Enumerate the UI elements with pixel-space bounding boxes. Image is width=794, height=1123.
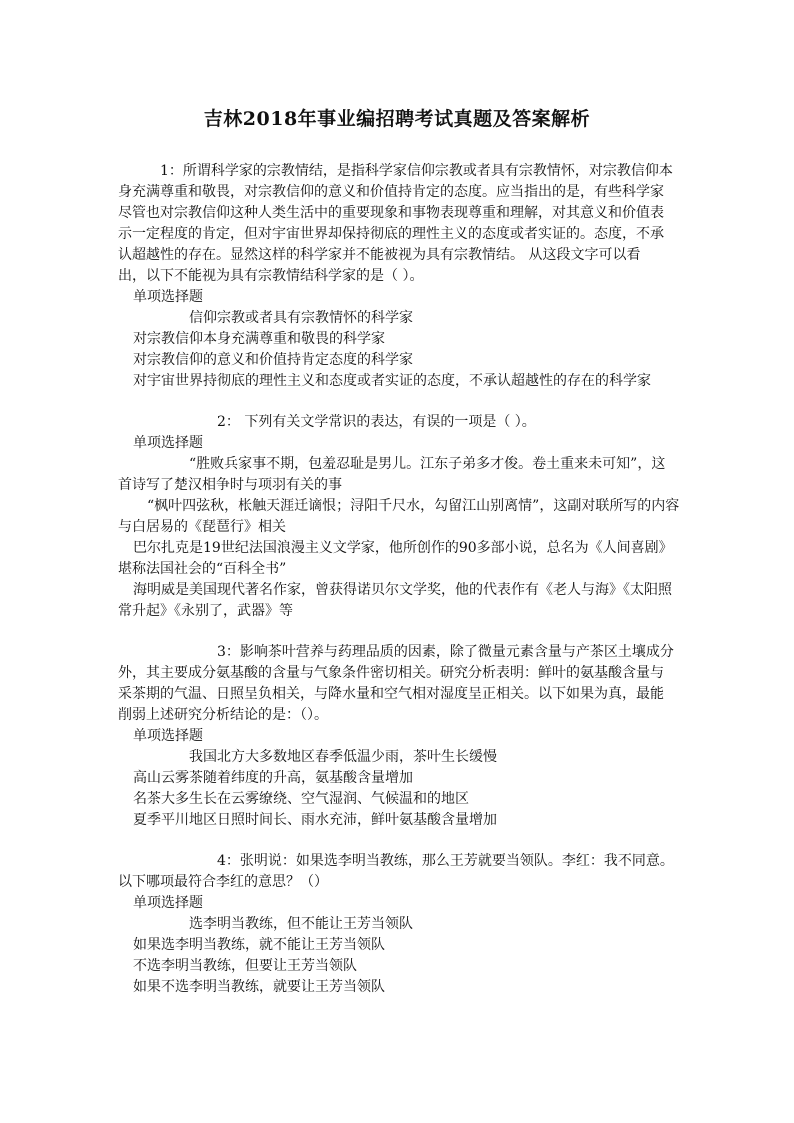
page-title: 吉林2018年事业编招聘考试真题及答案解析 [203, 108, 591, 130]
question-1-text-line: 1：所谓科学家的宗教情结，是指科学家信仰宗教或者具有宗教情怀，对宗教信仰本 [160, 163, 673, 179]
question-1-text-line: 尽管也对宗教信仰这种人类生活中的重要现象和事物表现尊重和理解，对其意义和价值表 [118, 205, 664, 221]
question-3-option-a[interactable]: 我国北方大多数地区春季低温少雨，茶叶生长缓慢 [189, 749, 497, 765]
question-2-option-a-cont: 首诗写了楚汉相争时与项羽有关的事 [118, 477, 342, 493]
question-4-text-line: 以下哪项最符合李红的意思？（） [118, 874, 328, 890]
question-2-option-c-cont: 堪称法国社会的“百科全书” [118, 561, 287, 577]
question-3-option-b[interactable]: 高山云雾茶随着纬度的升高，氨基酸含量增加 [133, 770, 413, 786]
question-1-type-label: 单项选择题 [133, 289, 203, 305]
question-1-text-line: 出，以下不能视为具有宗教情结科学家的是（ ）。 [118, 268, 424, 284]
question-2-option-d-cont: 常升起》《永别了，武器》等 [118, 603, 293, 619]
question-3-option-c[interactable]: 名茶大多生长在云雾缭绕、空气湿润、气候温和的地区 [133, 791, 469, 807]
question-1-option-c[interactable]: 对宗教信仰的意义和价值持肯定态度的科学家 [133, 352, 413, 368]
question-2-option-d[interactable]: 海明威是美国现代著名作家，曾获得诺贝尔文学奖，他的代表作有《老人与海》《太阳照 [133, 582, 672, 598]
question-4-text-line: 4：张明说：如果选李明当教练，那么王芳就要当领队。李红：我不同意。 [217, 853, 674, 869]
question-2-text-line: 2： 下列有关文学常识的表达，有误的一项是（ ）。 [217, 414, 536, 430]
question-4-type-label: 单项选择题 [133, 895, 203, 911]
question-1-option-d[interactable]: 对宇宙世界持彻底的理性主义和态度或者实证的态度，不承认超越性的存在的科学家 [133, 373, 651, 389]
question-3-text-line: 削弱上述研究分析结论的是：（）。 [118, 707, 328, 723]
question-1-text-line: 身充满尊重和敬畏，对宗教信仰的意义和价值持肯定的态度。应当指出的是，有些科学家 [118, 184, 664, 200]
question-4-option-b[interactable]: 如果选李明当教练，就不能让王芳当领队 [133, 937, 385, 953]
question-3-type-label: 单项选择题 [133, 728, 203, 744]
question-4-option-a[interactable]: 选李明当教练，但不能让王芳当领队 [189, 916, 413, 932]
question-2-type-label: 单项选择题 [133, 435, 203, 451]
question-2-option-b[interactable]: “枫叶四弦秋，枨触天涯迁谪恨；浔阳千尺水，勾留江山别离情”，这副对联所写的内容 [147, 498, 680, 514]
question-1-option-a[interactable]: 信仰宗教或者具有宗教情怀的科学家 [189, 310, 413, 326]
question-1-text-line: 示一定程度的肯定，但对宇宙世界却保持彻底的理性主义的态度或者实证的。态度，不承 [118, 226, 664, 242]
question-2-option-a[interactable]: “胜败兵家事不期，包羞忍耻是男儿。江东子弟多才俊。卷土重来未可知”，这 [189, 456, 666, 472]
question-3-option-d[interactable]: 夏季平川地区日照时间长、雨水充沛，鲜叶氨基酸含量增加 [133, 812, 497, 828]
question-2-option-b-cont: 与白居易的《琵琶行》相关 [118, 519, 286, 535]
question-2-option-c[interactable]: 巴尔扎克是19世纪法国浪漫主义文学家，他所创作的90多部小说，总名为《人间喜剧》 [133, 540, 673, 556]
question-1-option-b[interactable]: 对宗教信仰本身充满尊重和敬畏的科学家 [133, 331, 385, 347]
question-3-text-line: 外，其主要成分氨基酸的含量与气象条件密切相关。研究分析表明：鲜叶的氨基酸含量与 [118, 665, 664, 681]
question-3-text-line: 采茶期的气温、日照呈负相关，与降水量和空气相对湿度呈正相关。以下如果为真，最能 [118, 686, 664, 702]
question-3-text-line: 3：影响茶叶营养与药理品质的因素，除了微量元素含量与产茶区土壤成分 [217, 644, 674, 660]
question-4-option-d[interactable]: 如果不选李明当教练，就要让王芳当领队 [133, 979, 385, 995]
question-4-option-c[interactable]: 不选李明当教练，但要让王芳当领队 [133, 958, 357, 974]
question-1-text-line: 认超越性的存在。显然这样的科学家并不能被视为具有宗教情结。 从这段文字可以看 [118, 247, 641, 263]
